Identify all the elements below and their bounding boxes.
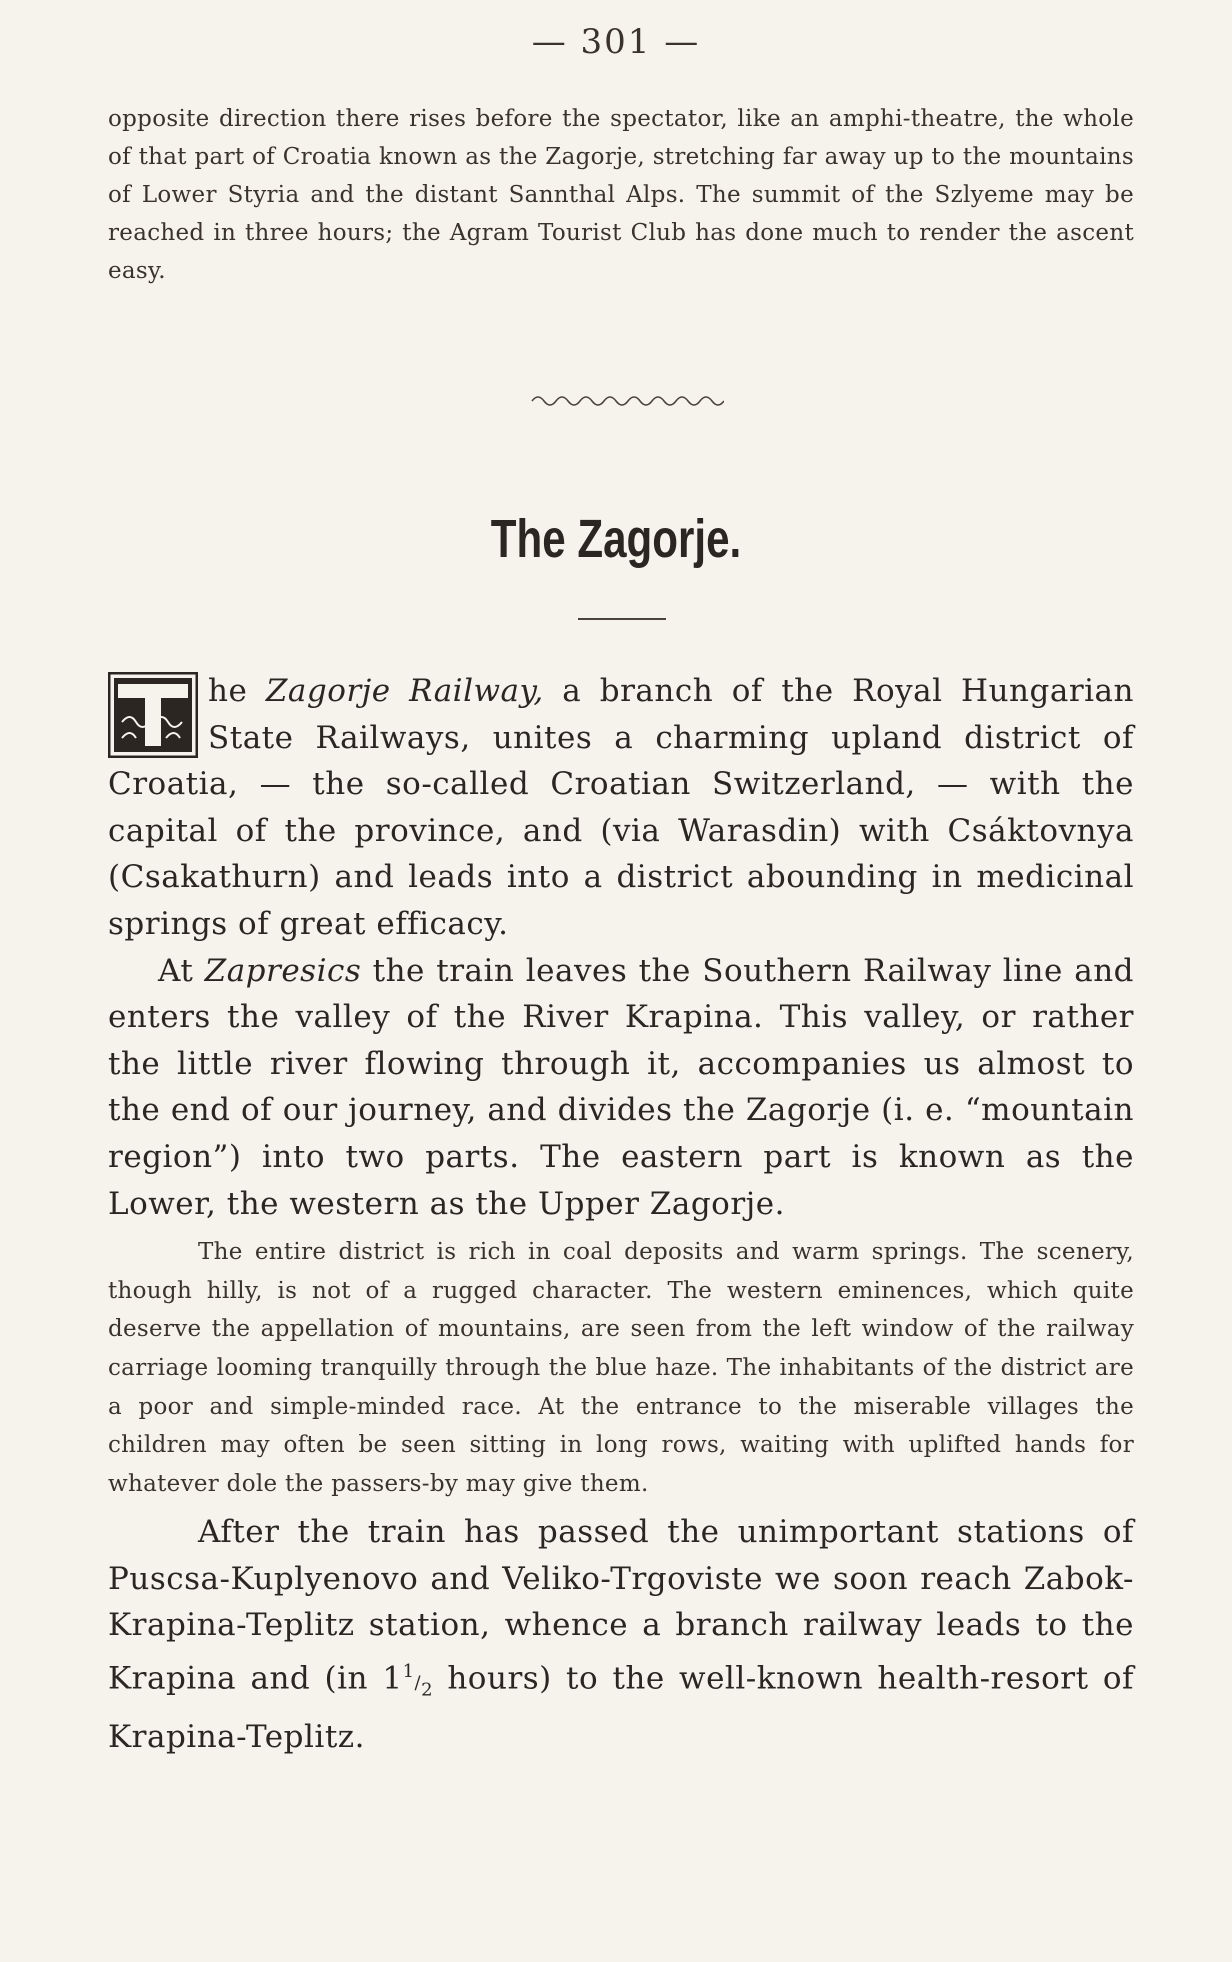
paragraph-3: After the train has passed the unimportant stations of Puscsa-Kuplyenovo and Veliko-Trgoviste we soon reach Zabok-Krapina-Teplitz station, whence a branch railway leads to the Krapina and (in $1^1/_2$ hours) to the well-known health-resort of Krapina-Teplitz. <box>108 1514 1134 1756</box>
small-paragraph-block <box>108 1233 1134 1503</box>
paragraph-2 <box>108 948 1134 1228</box>
para2-start: At <box>158 952 205 989</box>
dropcap-letter: T <box>149 738 157 749</box>
fraction-whole: 1 <box>382 1660 403 1697</box>
dropcap-letter-icon <box>108 672 198 758</box>
body-text <box>108 668 1134 1761</box>
page-number: — 301 — <box>531 22 701 62</box>
small-paragraph: The entire district is rich in coal deposits and warm springs. The scenery, though hilly, is not of a rugged character. The western eminences, which quite deserve the appellation of mountains, are seen from the left window of the railway carriage looming tranquilly through the blue haze. The inhabitants of the district are a poor and simple-minded race. At the entrance to the miserable villages the children may often be seen sitting in long rows, waiting with uplifted hands for whatever dole the passers-by may give them. <box>108 1239 1134 1497</box>
para2-rest: the train leaves the Southern Railway line and enters the valley of the River Krapina. This valley, or rather the little river flowing through it, accompanies us almost to the end of our journey, and divides the Zagorje (i. e. “mountain region”) into two parts. The eastern part is known as the Lower, the western as the Upper Zagorje. <box>108 952 1134 1222</box>
title-underline <box>578 618 666 620</box>
para1-italic: Zagorje Railway, <box>265 673 544 709</box>
fraction-numerator: 1 <box>402 1661 415 1683</box>
chapter-title: The Zagorje. <box>490 509 742 569</box>
para1-rest: a branch of the Royal Hungarian State Railways, unites a charming upland district of Croatia, — the so-called Croatian Switzerland, — with the capital of the province, and (via Warasdin) with Csáktovnya (Csakathurn) and leads into a district abounding in medicinal springs of great efficacy. <box>108 673 1135 942</box>
para3-text-after: hours) to the well-known health-resort of Krapina-Teplitz. <box>108 1660 1134 1756</box>
fraction-denominator: 2 <box>421 1679 434 1701</box>
para2-italic: Zapresics <box>204 952 362 989</box>
paragraph-1 <box>108 668 1134 948</box>
para3-text-before: After the train has passed the unimportant stations of Puscsa-Kuplyenovo and Veliko-Trgoviste we soon reach Zabok-Krapina-Teplitz station, whence a branch railway leads to the Krapina and (in <box>108 1514 1134 1697</box>
intro-paragraph: opposite direction there rises before the spectator, like an amphi-theatre, the whole of that part of Croatia known as the Zagorje, stretching far away up to the mountains of Lower Styria and the distant Sannthal Alps. The summit of the Szlyeme may be reached in three hours; the Agram Tourist Club has done much to render the ascent easy. <box>108 106 1134 284</box>
ornament-divider-icon <box>530 392 724 406</box>
para1-start: he <box>208 673 266 709</box>
